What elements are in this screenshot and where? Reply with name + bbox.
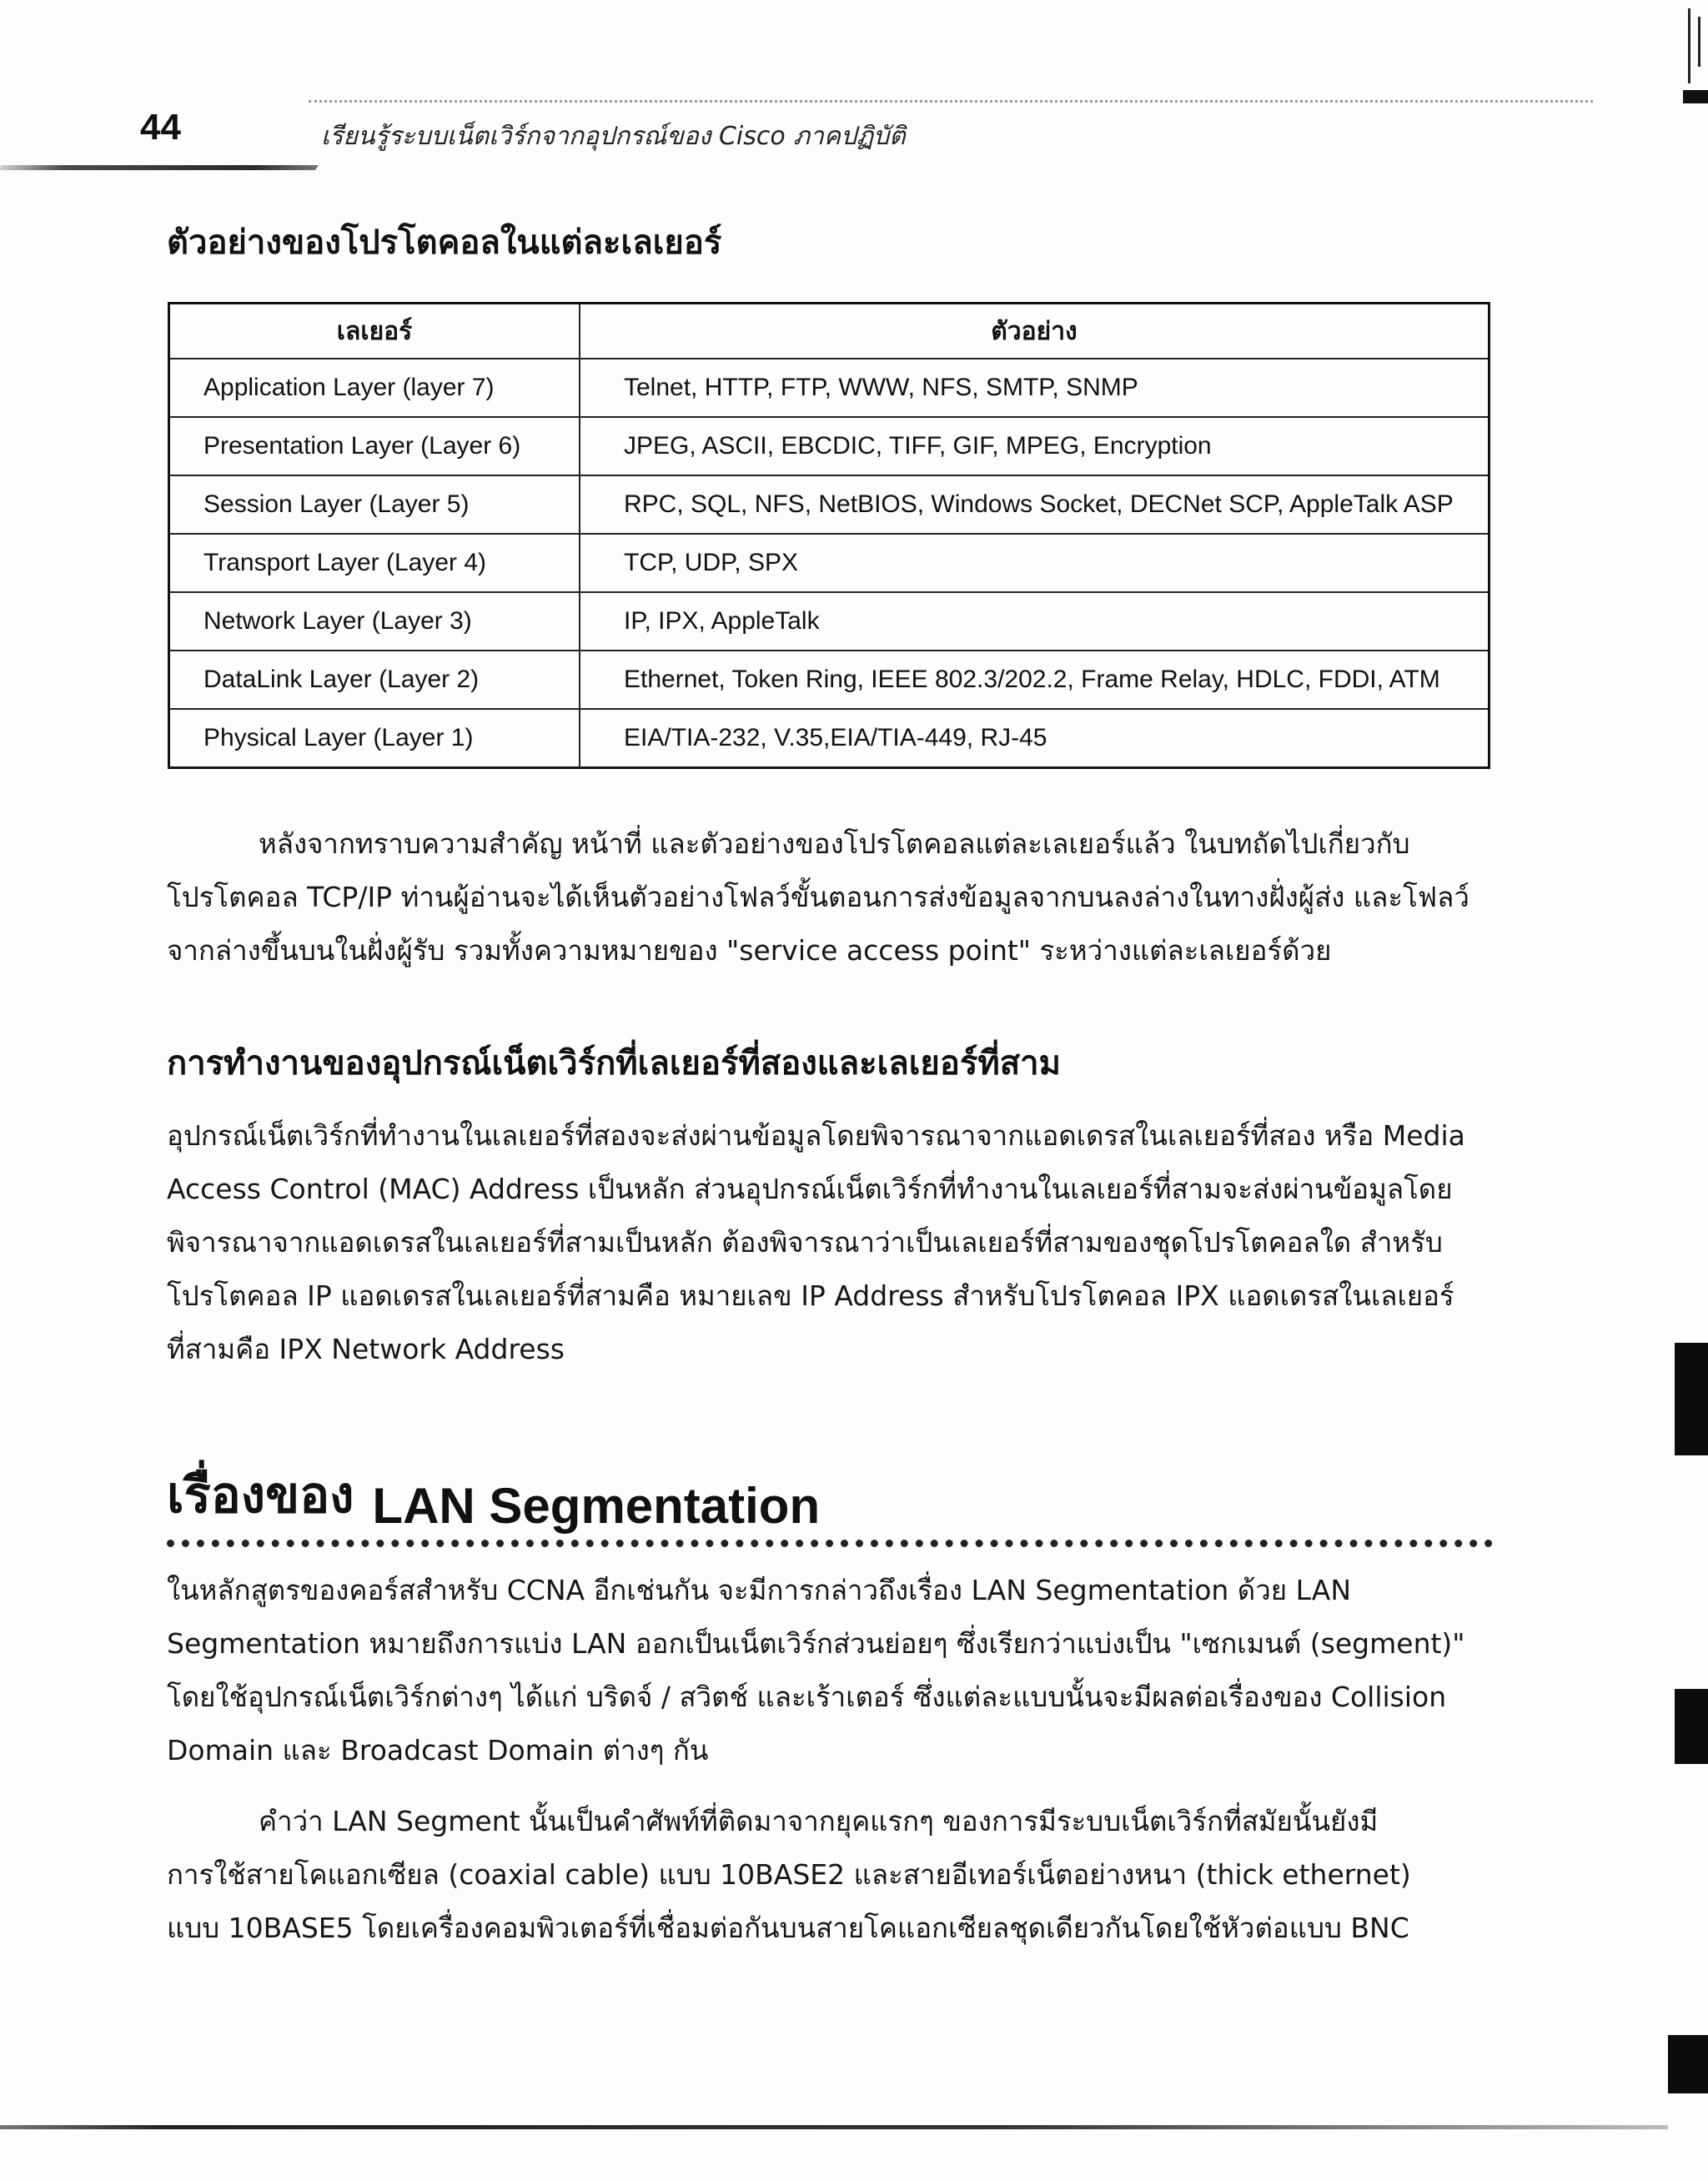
paragraph-line: Access Control (MAC) Address เป็นหลัก ส่วนอุปกรณ์เน็ตเวิร์กที่ทำงานในเลเยอร์ที่สามจะส่งผ่านข้อมูลโดย: [167, 1173, 1453, 1205]
paragraph-line: Segmentation หมายถึงการแบ่ง LAN ออกเป็นเน็ตเวิร์กส่วนย่อยๆ ซึ่งเรียกว่าแบ่งเป็น "เซกเมนต์ (segment)": [167, 1627, 1465, 1660]
table-row: [169, 709, 1489, 768]
example-cell: Telnet, HTTP, FTP, WWW, NFS, SMTP, SNMP: [580, 359, 1489, 417]
paragraph-line: หลังจากทราบความสำคัญ หน้าที่ และตัวอย่างของโปรโตคอลแต่ละเลเยอร์แล้ว ในบทถัดไปเกี่ยวกับ: [259, 827, 1410, 860]
layer-cell: DataLink Layer (Layer 2): [169, 651, 580, 709]
section-title-layer2-layer3-devices: การทำงานของอุปกรณ์เน็ตเวิร์กที่เลเยอร์ที่สองและเลเยอร์ที่สาม: [167, 1044, 1061, 1083]
paragraph-lan-segment-history: [167, 1795, 1493, 1955]
paragraph-line: โดยใช้อุปกรณ์เน็ตเวิร์กต่างๆ ได้แก่ บริดจ์ / สวิตช์ และเร้าเตอร์ ซึ่งแต่ละแบบนั้นจะมีผลต่อเรื่องของ Collision: [167, 1681, 1447, 1713]
table-row: [169, 475, 1489, 534]
layer-cell: Physical Layer (Layer 1): [169, 709, 580, 768]
layer-cell: Network Layer (Layer 3): [169, 592, 580, 651]
paragraph-line: คำว่า LAN Segment นั้นเป็นคำศัพท์ที่ติดมาจากยุคแรกๆ ของการมีระบบเน็ตเวิร์กที่สมัยนั้นยังมี: [259, 1805, 1379, 1837]
edge-mark: [1683, 90, 1708, 103]
table-header-row: [169, 304, 1489, 359]
paragraph-line: แบบ 10BASE5 โดยเครื่องคอมพิวเตอร์ที่เชื่อมต่อกันบนสายโคแอกเซียลชุดเดียวกันโดยใช้หัวต่อแบบ BNC: [167, 1912, 1409, 1944]
example-cell: JPEG, ASCII, EBCDIC, TIFF, GIF, MPEG, Encryption: [580, 417, 1489, 475]
example-cell: EIA/TIA-232, V.35,EIA/TIA-449, RJ-45: [580, 709, 1489, 768]
paragraph-line: ที่สามคือ IPX Network Address: [167, 1333, 565, 1365]
edge-tick: [1698, 17, 1700, 67]
table-row: [169, 592, 1489, 651]
layer-cell: Session Layer (Layer 5): [169, 475, 580, 534]
table-row: [169, 651, 1489, 709]
paragraph-protocol-summary: [167, 817, 1493, 977]
thumb-index-mark: [1668, 2035, 1708, 2093]
header-dotted-rule: [309, 100, 1593, 103]
layer-cell: Presentation Layer (Layer 6): [169, 417, 580, 475]
edge-line: [1688, 8, 1690, 83]
table-header-layer: เลเยอร์: [169, 304, 580, 359]
table-row: [169, 534, 1489, 592]
thumb-index-mark: [1675, 1689, 1708, 1764]
table-row: [169, 359, 1489, 417]
heading-english-part: LAN Segmentation: [372, 1478, 821, 1534]
paragraph-line: พิจารณาจากแอดเดรสในเลเยอร์ที่สามเป็นหลัก ต้องพิจารณาว่าเป็นเลเยอร์ที่สามของชุดโปรโตคอลใด สำหรับ: [167, 1226, 1443, 1259]
page-number: 44: [140, 107, 181, 148]
paragraph-line: ในหลักสูตรของคอร์สสำหรับ CCNA อีกเช่นกัน จะมีการกล่าวถึงเรื่อง LAN Segmentation ด้วย LAN: [167, 1574, 1351, 1606]
paragraph-line: จากล่างขึ้นบนในฝั่งผู้รับ รวมทั้งความหมายของ "service access point" ระหว่างแต่ละเลเยอร์ด้วย: [167, 934, 1332, 967]
example-cell: RPC, SQL, NFS, NetBIOS, Windows Socket, DECNet SCP, AppleTalk ASP: [580, 475, 1489, 534]
layer-cell: Transport Layer (Layer 4): [169, 534, 580, 592]
paragraph-layer-devices: [167, 1109, 1493, 1376]
table-row: [169, 417, 1489, 475]
running-title: เรียนรู้ระบบเน็ตเวิร์กจากอุปกรณ์ของ Cisco ภาคปฏิบัติ: [321, 122, 906, 151]
example-cell: IP, IPX, AppleTalk: [580, 592, 1489, 651]
heading-thai-part: เรื่องของ: [167, 1466, 354, 1525]
layer-cell: Application Layer (layer 7): [169, 359, 580, 417]
header-rule: [0, 165, 319, 170]
table-header-examples: ตัวอย่าง: [580, 304, 1489, 359]
paragraph-line: Domain และ Broadcast Domain ต่างๆ กัน: [167, 1734, 709, 1766]
section-title-protocol-examples: ตัวอย่างของโปรโตคอลในแต่ละเลเยอร์: [167, 224, 722, 262]
paragraph-line: โปรโตคอล IP แอดเดรสในเลเยอร์ที่สามคือ หมายเลข IP Address สำหรับโปรโตคอล IPX แอดเดรสในเลเยอร์: [167, 1279, 1454, 1312]
protocol-table: [168, 302, 1490, 769]
paragraph-line: การใช้สายโคแอกเซียล (coaxial cable) แบบ 10BASE2 และสายอีเทอร์เน็ตอย่างหนา (thick ethernet): [167, 1858, 1411, 1891]
example-cell: TCP, UDP, SPX: [580, 534, 1489, 592]
paragraph-lan-segmentation-intro: [167, 1564, 1493, 1777]
footer-rule: [0, 2125, 1668, 2129]
paragraph-line: โปรโตคอล TCP/IP ท่านผู้อ่านจะได้เห็นตัวอย่างโฟลว์ขั้นตอนการส่งข้อมูลจากบนลงล่างในทางฝั่งผู้ส่ง และโฟลว์: [167, 881, 1469, 913]
paragraph-line: อุปกรณ์เน็ตเวิร์กที่ทำงานในเลเยอร์ที่สองจะส่งผ่านข้อมูลโดยพิจารณาจากแอดเดรสในเลเยอร์ที่สอง หรือ Media: [167, 1119, 1465, 1152]
example-cell: Ethernet, Token Ring, IEEE 802.3/202.2, Frame Relay, HDLC, FDDI, ATM: [580, 651, 1489, 709]
thumb-index-mark: [1675, 1343, 1708, 1455]
chapter-heading-lan-segmentation: [167, 1455, 1493, 1547]
